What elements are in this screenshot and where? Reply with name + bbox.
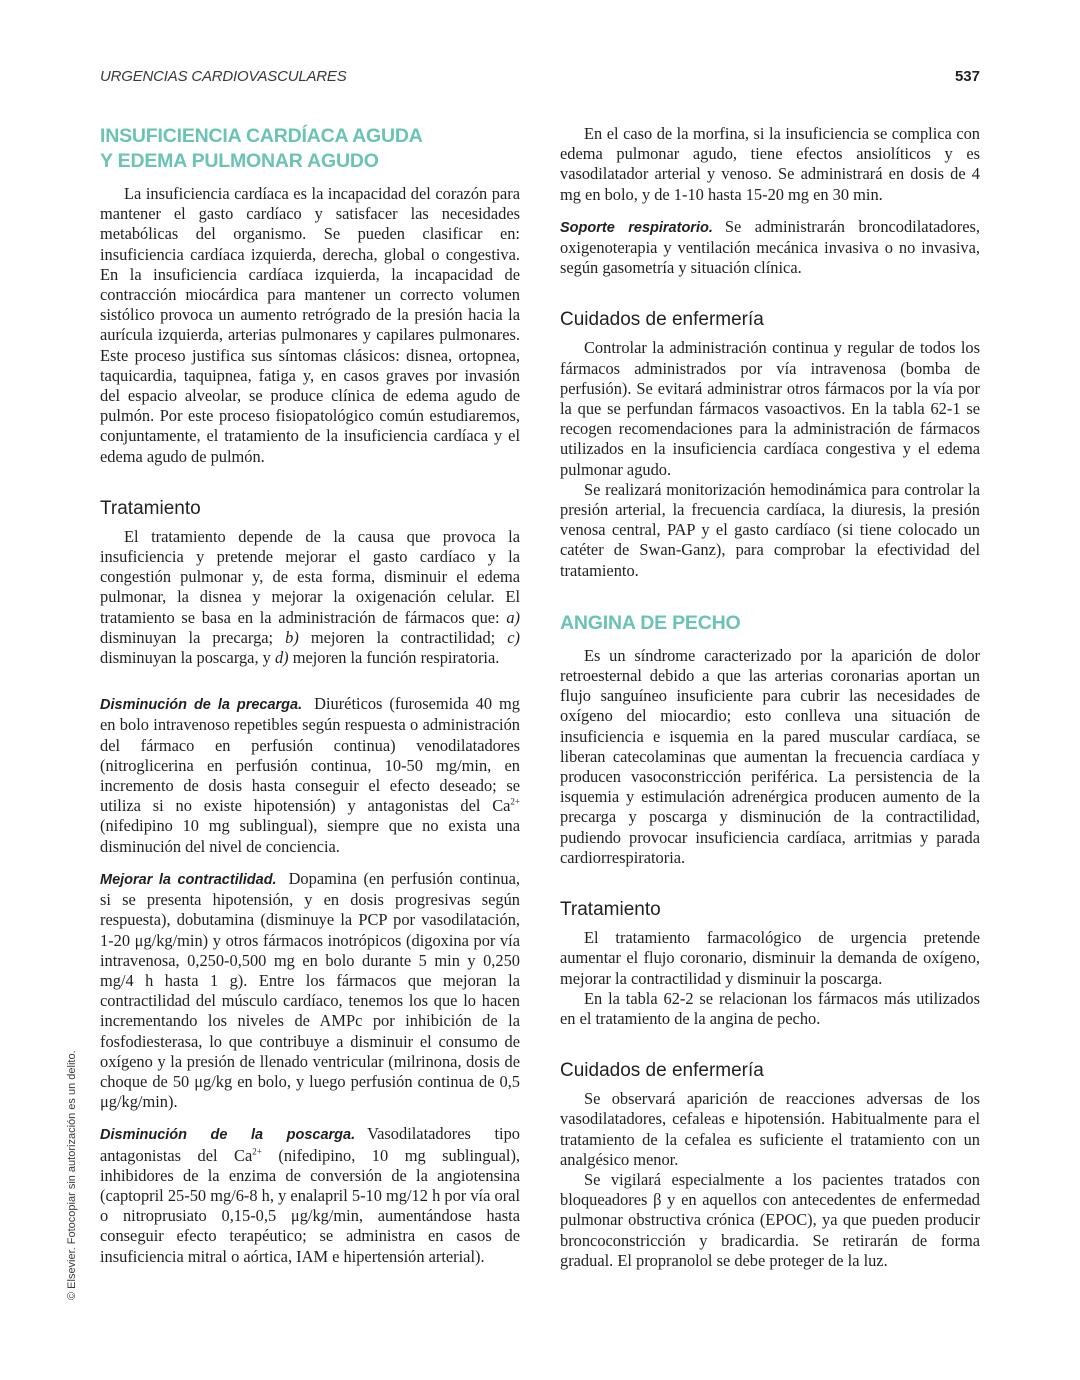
soporte-paragraph: Soporte respiratorio. Se administrarán broncodilatadores, oxigenoterapia y ventilación mecánica invasiva o no invasiva, según gasometría y situación clínica.	[560, 216, 980, 278]
morfina-paragraph: En el caso de la morfina, si la insuficiencia se complica con edema pulmonar agudo, tiene efectos ansiolíticos y es vasodilatador arterial y venoso. Se administrará en dosis de 4 mg en bolo, y de 1-10 hasta 15-20 mg en 30 min.	[560, 124, 980, 204]
treatment-paragraph: El tratamiento depende de la causa que provoca la insuficiencia y pretende mejorar el gasto cardíaco y la congestión pulmonar y, de esta forma, disminuir el edema pulmonar, la disnea y mejorar la oxigenación celular. El tratamiento se basa en la administración de fármacos que: a) disminuyan la precarga; b) mejoren la contractilidad; c) disminuyan la poscarga, y d) mejoren la función respiratoria.	[100, 526, 520, 668]
section-title-line2: Y EDEMA PULMONAR AGUDO	[100, 150, 379, 172]
run-in-heading-poscarga: Disminución de la poscarga.	[100, 1127, 356, 1144]
running-header	[100, 68, 980, 92]
section-title-line1: INSUFICIENCIA CARDÍACA AGUDA	[100, 125, 423, 147]
cuidados1-paragraph-1: Controlar la administración continua y regular de todos los fármacos administrados por vía intravenosa (bomba de perfusión). Se evitará administrar otros fármacos por la vía por la que se perfundan fármacos vasoactivos. En la tabla 62-1 se recogen recomendaciones para la administración de fármacos utilizados en la insuficiencia cardíaca congestiva y el edema pulmonar agudo.	[560, 338, 980, 479]
section-title-angina: ANGINA DE PECHO	[560, 611, 741, 634]
angina-treatment-paragraph-1: El tratamiento farmacológico de urgencia pretende aumentar el flujo coronario, disminuir la demanda de oxígeno, mejorar la contractilidad y disminuir la poscarga.	[560, 928, 980, 988]
angina-intro-paragraph: Es un síndrome caracterizado por la aparición de dolor retroesternal debido a que las arterias coronarias aportan un flujo sanguíneo insuficiente para cubrir las necesidades de oxígeno del miocardio; esto conlleva una situación de insuficiencia e isquemia en la pared muscular cardíaca, se liberan catecolaminas que aumentan la frecuencia cardíaca y producen vasoconstricción periférica. La persistencia de la isquemia y estimulación adrenérgica producen aumento de la precarga y poscarga y disminución de la contractilidad, pudiendo provocar insuficiencia cardíaca, arritmias y parada cardiorrespiratoria.	[560, 645, 980, 867]
right-column	[560, 124, 980, 1271]
run-in-heading-soporte: Soporte respiratorio.	[560, 219, 713, 236]
left-column	[100, 124, 520, 1267]
precarga-paragraph: Disminución de la precarga. Diuréticos (furosemida 40 mg en bolo intravenoso repetibles según respuesta o administración del fármaco en perfusión continua) venodilatadores (nitroglicerina en perfusión continua, 10-50 mg/min, en incremento de dosis hasta conseguir el efecto deseado; se utiliza si no existe hipotensión) y antagonistas del $Ca^{2+}$ (nifedipino 10 mg sublingual), siempre que no exista una disminución del nivel de conciencia.	[100, 694, 520, 856]
subheading-cuidados-1: Cuidados de enfermería	[560, 309, 764, 331]
running-title: URGENCIAS CARDIOVASCULARES	[100, 68, 347, 85]
run-in-heading-precarga: Disminución de la precarga.	[100, 697, 303, 714]
cuidados2-paragraph-2: Se vigilará especialmente a los pacientes tratados con bloqueadores β y en aquellos con antecedentes de enfermedad pulmonar obstructiva crónica (EPOC), ya que pueden producir broncoconstricción y bradicardia. Se retirarán de forma gradual. El propranolol se debe proteger de la luz.	[560, 1169, 980, 1270]
angina-treatment-paragraph-2: En la tabla 62-2 se relacionan los fármacos más utilizados en el tratamiento de la angina de pecho.	[560, 988, 980, 1028]
copyright-side-note: © Elsevier. Fotocopiar sin autorización es un delito.	[66, 1050, 78, 1300]
cuidados2-paragraph-1: Se observará aparición de reacciones adversas de los vasodilatadores, cefaleas e hipotensión. Habitualmente para el tratamiento de la cefalea es suficiente el tratamiento con un analgésico menor.	[560, 1089, 980, 1169]
subheading-tratamiento-angina: Tratamiento	[560, 899, 661, 921]
intro-paragraph: La insuficiencia cardíaca es la incapacidad del corazón para mantener el gasto cardíaco y satisfacer las necesidades metabólicas del organismo. Se pueden clasificar en: insuficiencia cardíaca izquierda, derecha, global o congestiva. En la insuficiencia cardíaca izquierda, la incapacidad de contracción miocárdica para mantener un correcto volumen sistólico provoca un aumento retrógrado de la presión hacia la aurícula izquierda, arterias pulmonares y capilares pulmonares. Este proceso justifica sus síntomas clásicos: disnea, ortopnea, taquicardia, taquipnea, fatiga y, en casos graves por invasión del espacio alveolar, se produce clínica de edema agudo de pulmón. Por este proceso fisiopatológico común estudiaremos, conjuntamente, el tratamiento de la insuficiencia cardíaca y el edema agudo de pulmón.	[100, 184, 520, 466]
run-in-heading-contractilidad: Mejorar la contractilidad.	[100, 871, 277, 888]
subheading-cuidados-2: Cuidados de enfermería	[560, 1060, 764, 1082]
poscarga-paragraph: Disminución de la poscarga. Vasodilatadores tipo antagonistas del $Ca^{2+}$ (nifedipino, 10 mg sublingual), inhibidores de la enzima de conversión de la angiotensina (captopril 25-50 mg/6-8 h, y enalapril 5-10 mg/12 h por vía oral o nitroprusiato 0,15-0,5 μg/kg/min, aumentándose hasta conseguir efecto terapéutico; se administra en casos de insuficiencia mitral o aórtica, IAM e hipertensión arterial).	[100, 1124, 521, 1266]
contractilidad-paragraph: Mejorar la contractilidad. Dopamina (en perfusión continua, si se presenta hipotensión, y en dosis progresivas según respuesta), dobutamina (disminuye la PCP por vasodilatación, 1-20 μg/kg/min) y otros fármacos inotrópicos (digoxina por vía intravenosa, 0,250-0,500 mg en bolo durante 5 min y 0,250 mg/4 h hasta 1 g). Entre los fármacos que mejoran la contractilidad del músculo cardíaco, tenemos los que lo hacen incrementando los niveles de AMPc por inhibición de la fosfodiesterasa, lo que contribuye a disminuir el consumo de oxígeno y la presión de llenado ventricular (milrinona, dosis de choque de 50 μg/kg en bolo, y luego perfusión continua de 0,5 μg/kg/min).	[100, 868, 520, 1112]
cuidados1-paragraph-2: Se realizará monitorización hemodinámica para controlar la presión arterial, la frecuencia cardíaca, la diuresis, la presión venosa central, PAP y el gasto cardíaco (si tiene colocado un catéter de Swan-Ganz), para comprobar la efectividad del tratamiento.	[560, 479, 980, 580]
section-title-insuficiencia	[100, 124, 520, 174]
page-number: 537	[954, 68, 980, 85]
subheading-tratamiento: Tratamiento	[100, 497, 201, 519]
